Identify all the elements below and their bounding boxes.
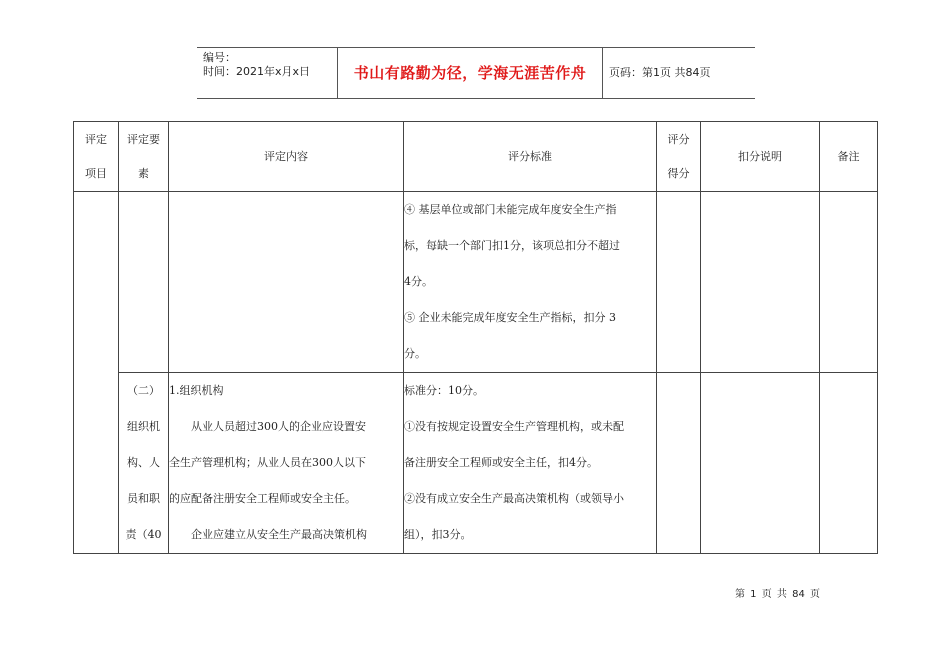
standard-line: ④ 基层单位或部门未能完成年度安全生产指: [404, 203, 617, 216]
table-row: [74, 192, 878, 373]
deduction-cell: [701, 192, 820, 373]
item-cell: [74, 192, 119, 554]
standard-line: 标，每缺一个部门扣1分，该项总扣分不超过: [404, 239, 620, 252]
score-cell: [657, 373, 701, 554]
element-line: 责（40: [125, 528, 162, 541]
standard-line: ⑤ 企业未能完成年度安全生产指标，扣分 3: [404, 311, 616, 324]
header-page-info: 页码：第1页 共84页: [609, 66, 711, 79]
standard-line: ①没有按规定设置安全生产管理机构，或未配: [404, 420, 624, 433]
standard-cell: [404, 373, 657, 554]
header-content: 评定内容: [169, 122, 404, 192]
header-score-line1: 评分: [667, 132, 690, 146]
header-score-line2: 得分: [667, 166, 690, 180]
content-line: 从业人员超过300人的企业应设置安: [191, 420, 366, 433]
element-line: 组织机: [127, 420, 160, 433]
standard-line: ②没有成立安全生产最高决策机构（或领导小: [404, 492, 624, 505]
evaluation-table: [73, 121, 878, 554]
content-cell-empty: [169, 192, 404, 373]
table-header-row: [74, 122, 878, 192]
element-line: 员和职: [127, 492, 160, 505]
header-item: [74, 122, 119, 192]
element-line: 构、人: [127, 456, 160, 469]
standard-line: 4分。: [404, 275, 433, 288]
content-line: 全生产管理机构；从业人员在300人以下: [169, 456, 366, 469]
remark-cell: [820, 373, 878, 554]
content-line: 1.组织机构: [169, 384, 224, 397]
header-score: [657, 122, 701, 192]
remark-cell: [820, 192, 878, 373]
table-row: [74, 373, 878, 554]
header-item-line1: 评定: [85, 132, 107, 146]
standard-line: 组），扣3分。: [404, 528, 472, 541]
standard-cell: [404, 192, 657, 373]
score-cell: [657, 192, 701, 373]
header-motto: 书山有路勤为径，学海无涯苦作舟: [338, 48, 603, 98]
header-item-line2: 项目: [85, 166, 107, 180]
content-line: 的应配备注册安全工程师或安全主任。: [169, 492, 356, 505]
deduction-cell: [701, 373, 820, 554]
page-footer: 第 1 页 共 84 页: [735, 589, 820, 600]
standard-line: 分。: [404, 347, 426, 360]
header-element: [119, 122, 169, 192]
serial-label: 编号：: [203, 51, 236, 64]
header-element-line1: 评定要: [127, 132, 160, 146]
standard-line: 标准分：10分。: [404, 384, 484, 397]
element-cell-empty: [119, 192, 169, 373]
time-label: 时间：2021年x月x日: [203, 65, 311, 78]
document-header: [197, 47, 755, 99]
header-remark: 备注: [820, 122, 878, 192]
element-cell: [119, 373, 169, 554]
header-standard: 评分标准: [404, 122, 657, 192]
header-element-line2: 素: [138, 166, 149, 180]
content-cell: [169, 373, 404, 554]
content-line: 企业应建立从安全生产最高决策机构: [191, 528, 367, 541]
standard-line: 备注册安全工程师或安全主任，扣4分。: [404, 456, 598, 469]
header-deduction: 扣分说明: [701, 122, 820, 192]
header-meta-cell: [197, 48, 338, 98]
element-line: （二）: [127, 384, 160, 397]
